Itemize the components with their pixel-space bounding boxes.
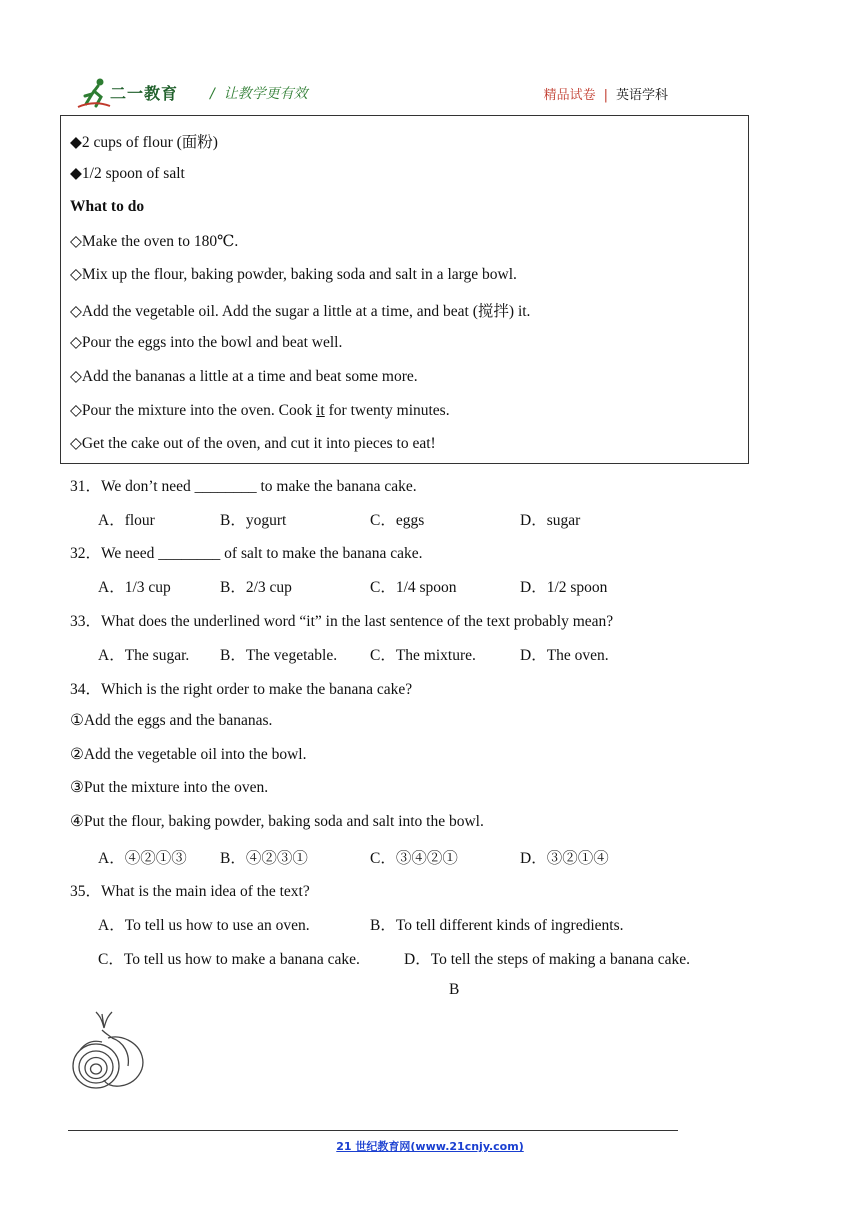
q35-option-d: D．To tell the steps of making a banana cake. xyxy=(404,951,691,968)
q33-option-a: A．The sugar. xyxy=(98,647,190,664)
slogan-text: 让教学更有效 xyxy=(223,86,308,102)
q32-option-b: B．2/3 cup xyxy=(220,579,292,596)
footer-link[interactable]: 21 世纪教育网(www.21cnjy.com) xyxy=(336,1140,524,1153)
what-to-do-title: What to do xyxy=(70,198,145,215)
q34-option-b: B．④②③① xyxy=(220,850,308,867)
question-34: 34．Which is the right order to make the banana cake? xyxy=(70,681,413,698)
header-right xyxy=(544,84,668,103)
header-separator: | xyxy=(603,88,608,103)
q34-item-4: ④Put the flour, baking powder, baking soda and salt into the bowl. xyxy=(70,813,484,830)
header-slash: / xyxy=(210,86,215,102)
q34-item-1: ①Add the eggs and the bananas. xyxy=(70,712,273,729)
onion-illustration xyxy=(66,1008,156,1092)
question-32: 32．We need ________ of salt to make the banana cake. xyxy=(70,545,423,562)
paper-type: 精品试卷 xyxy=(543,88,596,103)
runner-logo-icon xyxy=(76,76,112,110)
q34-option-c: C．③④②① xyxy=(370,850,458,867)
step-1: ◇Make the oven to 180℃. xyxy=(70,233,239,250)
step-6 xyxy=(70,401,450,420)
q34-option-d: D．③②①④ xyxy=(520,850,609,867)
q35-option-a: A．To tell us how to use an oven. xyxy=(98,917,310,934)
q32-option-a: A．1/3 cup xyxy=(98,579,171,596)
underlined-it: it xyxy=(316,402,325,419)
question-31: 31．We don’t need ________ to make the banana cake. xyxy=(70,478,417,495)
question-33: 33．What does the underlined word “it” in the last sentence of the text probably mean? xyxy=(70,613,614,630)
ingredient-flour: ◆2 cups of flour (面粉) xyxy=(70,134,218,151)
q34-item-3: ③Put the mixture into the oven. xyxy=(70,779,269,796)
step-6-after: for twenty minutes. xyxy=(324,402,450,419)
q35-option-c: C．To tell us how to make a banana cake. xyxy=(98,951,360,968)
footer-divider xyxy=(68,1130,678,1131)
q34-item-2: ②Add the vegetable oil into the bowl. xyxy=(70,746,307,763)
step-2: ◇Mix up the flour, baking powder, baking soda and salt in a large bowl. xyxy=(70,266,517,283)
q33-option-c: C．The mixture. xyxy=(370,647,476,664)
q31-option-a: A．flour xyxy=(98,512,155,529)
step-7: ◇Get the cake out of the oven, and cut it into pieces to eat! xyxy=(70,435,436,452)
q32-option-d: D．1/2 spoon xyxy=(520,579,608,596)
step-4: ◇Pour the eggs into the bowl and beat well. xyxy=(70,334,343,351)
logo-text: 二一教育 xyxy=(110,84,179,103)
q31-option-d: D．sugar xyxy=(520,512,581,529)
page-header xyxy=(70,72,680,112)
step-6-before: ◇Pour the mixture into the oven. Cook xyxy=(70,402,317,419)
q35-option-b: B．To tell different kinds of ingredients. xyxy=(370,917,624,934)
step-3: ◇Add the vegetable oil. Add the sugar a little at a time, and beat (搅拌) it. xyxy=(70,303,531,320)
q33-option-d: D．The oven. xyxy=(520,647,609,664)
q31-option-b: B．yogurt xyxy=(220,512,287,529)
ingredient-salt: ◆1/2 spoon of salt xyxy=(70,165,185,182)
header-slogan xyxy=(210,83,308,103)
q32-option-c: C．1/4 spoon xyxy=(370,579,457,596)
section-b-heading: B xyxy=(449,981,460,998)
q31-option-c: C．eggs xyxy=(370,512,425,529)
q33-option-b: B．The vegetable. xyxy=(220,647,338,664)
q34-option-a: A．④②①③ xyxy=(98,850,187,867)
subject-label: 英语学科 xyxy=(615,88,668,103)
question-35: 35．What is the main idea of the text? xyxy=(70,883,310,900)
step-5: ◇Add the bananas a little at a time and beat some more. xyxy=(70,368,418,385)
recipe-box xyxy=(60,115,749,464)
